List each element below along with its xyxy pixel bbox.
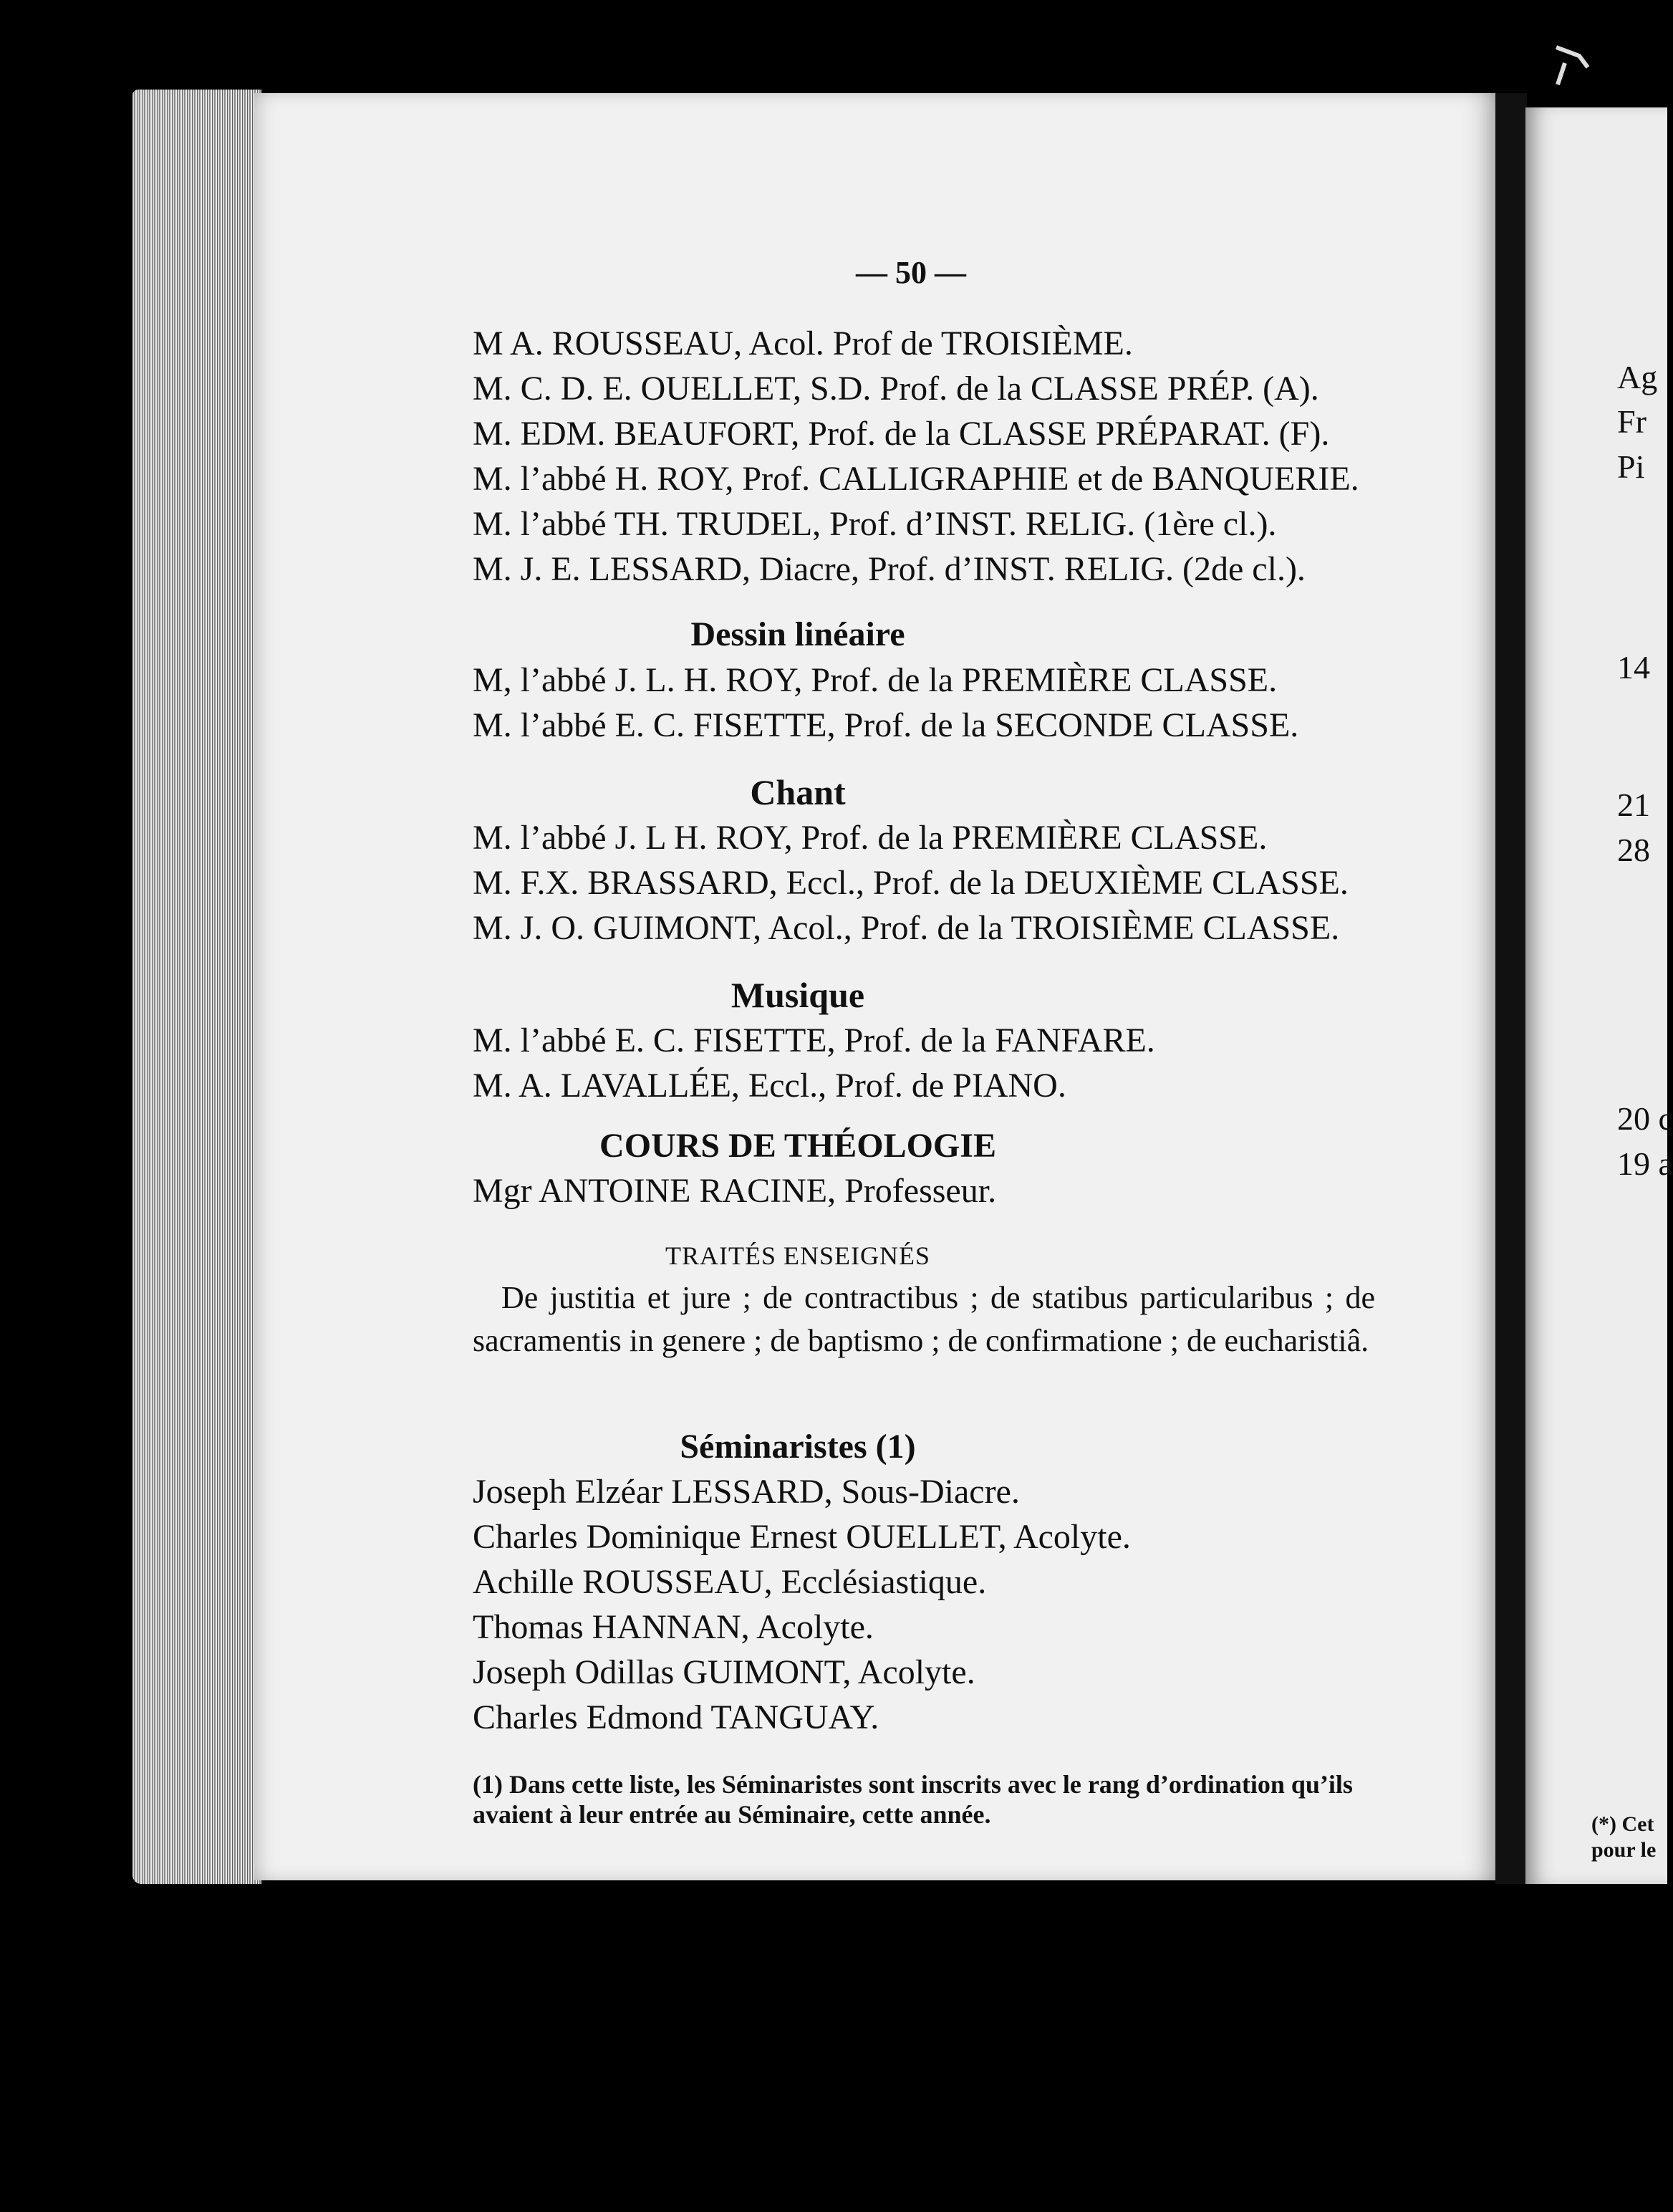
dessin-line: M, l’abbé J. L. H. ROY, Prof. de la PREMIÈRE CLASSE. — [473, 661, 1278, 699]
staff-line: M. l’abbé TH. TRUDEL, Prof. d’INST. RELIG. (1ère cl.). — [473, 505, 1277, 543]
section-heading-chant: Chant — [750, 772, 846, 812]
right-page-fragment: 28 — [1617, 832, 1650, 868]
seminariste-line: Charles Dominique Ernest OUELLET, Acolyte. — [473, 1518, 1131, 1556]
right-page-footnote-fragment: (*) Cet — [1591, 1812, 1654, 1836]
musique-line: M. A. LAVALLÉE, Eccl., Prof. de PIANO. — [473, 1067, 1066, 1105]
chant-line: M. F.X. BRASSARD, Eccl., Prof. de la DEUXIÈME CLASSE. — [473, 864, 1349, 902]
section-heading-musique: Musique — [731, 975, 865, 1015]
right-page-footnote-fragment: pour le — [1591, 1838, 1657, 1862]
staff-line: M. J. E. LESSARD, Diacre, Prof. d’INST. RELIG. (2de cl.). — [473, 550, 1306, 588]
staff-line: M. EDM. BEAUFORT, Prof. de la CLASSE PRÉPARAT. (F). — [473, 415, 1330, 453]
dessin-line: M. l’abbé E. C. FISETTE, Prof. de la SECONDE CLASSE. — [473, 706, 1299, 744]
theologie-subheading: TRAITÉS ENSEIGNÉS — [665, 1241, 930, 1270]
theologie-paragraph: De justitia et jure ; de contractibus ; de statibus particularibus ; de sacramentis in genere ; de baptismo ; de confirmatione ; de eucharistiâ. — [473, 1280, 1375, 1358]
right-page-fragment: 20 c — [1617, 1100, 1673, 1137]
right-page-fragment: 14 — [1617, 649, 1650, 686]
musique-line: M. l’abbé E. C. FISETTE, Prof. de la FANFARE. — [473, 1021, 1155, 1059]
footnote: (1) Dans cette liste, les Séminaristes sont inscrits avec le rang d’ordination qu’ils avaient à leur entrée au Séminaire, cette année. — [473, 1770, 1353, 1829]
chant-line: M. J. O. GUIMONT, Acol., Prof. de la TROISIÈME CLASSE. — [473, 909, 1340, 947]
section-heading-seminaristes: Séminaristes (1) — [680, 1428, 916, 1466]
right-page-fragment: Pi — [1617, 448, 1645, 485]
seminariste-line: Charles Edmond TANGUAY. — [473, 1698, 879, 1736]
seminariste-line: Joseph Elzéar LESSARD, Sous-Diacre. — [473, 1473, 1020, 1511]
right-page-fragment: 19 a — [1617, 1145, 1673, 1182]
seminariste-line: Thomas HANNAN, Acolyte. — [473, 1608, 874, 1646]
right-page-fragment: Ag — [1617, 359, 1658, 395]
section-heading-dessin: Dessin linéaire — [690, 615, 905, 653]
seminariste-line: Achille ROUSSEAU, Ecclésiastique. — [473, 1563, 987, 1601]
right-page-fragment: Fr — [1617, 403, 1647, 440]
section-heading-theologie: COURS DE THÉOLOGIE — [599, 1127, 996, 1165]
staff-line: M. l’abbé H. ROY, Prof. CALLIGRAPHIE et de BANQUERIE. — [473, 460, 1359, 498]
seminariste-line: Joseph Odillas GUIMONT, Acolyte. — [473, 1653, 975, 1691]
staff-line: M. C. D. E. OUELLET, S.D. Prof. de la CLASSE PRÉP. (A). — [473, 370, 1319, 408]
staff-line: M A. ROUSSEAU, Acol. Prof de TROISIÈME. — [473, 324, 1133, 362]
theologie-professor: Mgr ANTOINE RACINE, Professeur. — [473, 1172, 997, 1210]
right-page-fragment: 21 — [1617, 787, 1650, 823]
page-number: — 50 — — [856, 255, 966, 290]
chant-line: M. l’abbé J. L H. ROY, Prof. de la PREMIÈRE CLASSE. — [473, 819, 1268, 857]
